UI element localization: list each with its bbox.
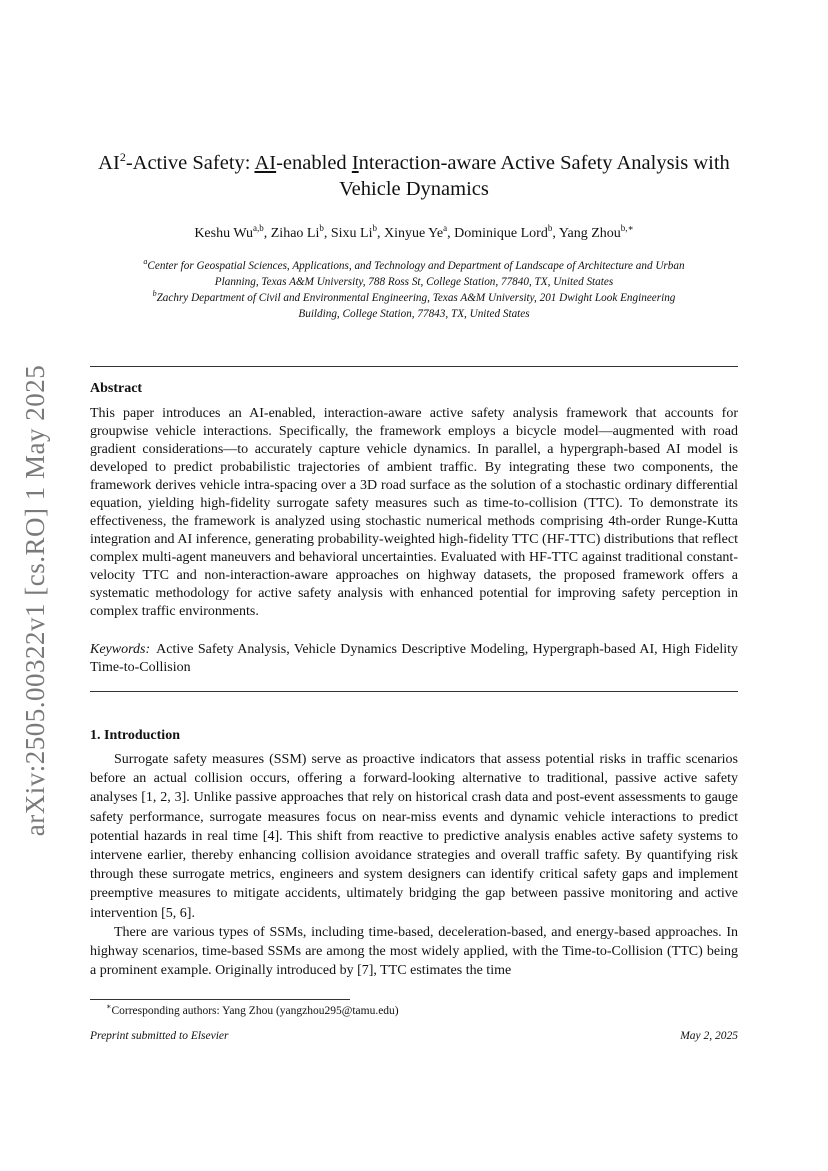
footer-journal: Preprint submitted to Elsevier <box>90 1030 229 1042</box>
abstract-top-rule <box>90 366 738 367</box>
author: Keshu Wu$^{a,b}$, <box>194 223 271 241</box>
author: Zihao Li$^b$, <box>270 223 331 241</box>
author: Xinyue Ye$^a$, <box>383 223 455 241</box>
author: Sixu Li$^b$, <box>330 223 384 241</box>
footnote-rule <box>90 999 350 1000</box>
section-heading-introduction: 1. Introduction <box>90 728 180 743</box>
abstract-heading: Abstract <box>90 381 143 396</box>
section-body <box>90 750 738 980</box>
author: Dominique Lord$^b$, <box>454 223 559 241</box>
author-list <box>90 223 738 242</box>
paragraph: There are various types of SSMs, including time-based, deceleration-based, and energy-based approaches. In highway scenarios, time-based SSMs are among the most widely applied, with the Time-to-Collision (TTC) being a prominent example. Originally introduced by [7], TTC estimates the time <box>90 924 738 979</box>
arxiv-identifier-stamp <box>14 360 58 840</box>
affiliation-b-cont: Building, College Station, 77843, TX, United States <box>298 308 530 320</box>
abstract-bottom-rule <box>90 691 738 692</box>
author: Yang Zhou$^{b,∗}$ <box>558 223 634 241</box>
arxiv-id: arXiv:2505.00322v1 [cs.RO] 1 May 2025 <box>20 364 51 836</box>
footer-date: May 2, 2025 <box>680 1030 738 1042</box>
abstract-text: This paper introduces an AI-enabled, interaction-aware active safety analysis framework that accounts for groupwise vehicle interactions. Specifically, the framework employs a bicycle model—augmented with road gradient considerations—to accurately capture vehicle dynamics. In parallel, a hypergraph-based AI model is developed to predict probabilistic trajectories of ambient traffic. By integrating these two components, the framework derives vehicle intra-spacing over a 3D road surface as the solution of a stochastic ordinary differential equation, yielding high-fidelity surrogate safety measures such as time-to-collision (TTC). To demonstrate its effectiveness, the framework is analyzed using stochastic numerical methods comprising 4th-order Runge-Kutta integration and AI inference, generating probability-weighted high-fidelity TTC (HF-TTC) distributions that reflect complex multi-agent maneuvers and behavioral uncertainties. Evaluated with HF-TTC against traditional constant-velocity TTC and non-interaction-aware approaches on highway datasets, the proposed framework offers a systematic methodology for active safety analysis with enhanced potential for improving safety perception in complex traffic environments. <box>90 406 738 619</box>
keywords-text: Active Safety Analysis, Vehicle Dynamics Descriptive Modeling, Hypergraph-based AI, High Fidelity Time-to-Collision <box>90 642 738 675</box>
affiliation-a: $^a$Center for Geospatial Sciences, Applications, and Technology and Department of Landscape of Architecture and Urban <box>143 257 685 272</box>
paper-title: $AI^2$-Active Safety: AI-enabled Interaction-aware Active Safety Analysis with Vehicle Dynamics <box>98 150 730 200</box>
affiliations <box>90 258 738 322</box>
keywords-label: Keywords: <box>90 642 151 657</box>
keywords <box>90 641 738 677</box>
affiliation-a-cont: Planning, Texas A&M University, 788 Ross St, College Station, 77840, TX, United States <box>214 276 614 288</box>
footnote: ∗Corresponding authors: Yang Zhou (yangzhou295@tamu.edu) <box>106 1002 399 1017</box>
affiliation-b: $^b$Zachry Department of Civil and Environmental Engineering, Texas A&M University, 201 Dwight Look Engineering <box>152 289 676 304</box>
paragraph: Surrogate safety measures (SSM) serve as proactive indicators that assess potential risks in traffic scenarios before an actual collision occurs, offering a forward-looking alternative to traditional, passive active safety analyses [1, 2, 3]. Unlike passive approaches that rely on historical crash data and post-event assessments to gauge safety performance, surrogate measures focus on near-miss events and dynamic vehicle interactions to predict potential hazards in real time [4]. This shift from reactive to predictive analysis enables active safety systems to intervene earlier, thereby enhancing collision avoidance strategies and overall traffic safety. By quantifying risk through these surrogate metrics, engineers and system designers can identify critical safety gaps and implement preemptive measures to mitigate accidents, ultimately bridging the gap between passive monitoring and active intervention [5, 6]. <box>90 752 738 921</box>
